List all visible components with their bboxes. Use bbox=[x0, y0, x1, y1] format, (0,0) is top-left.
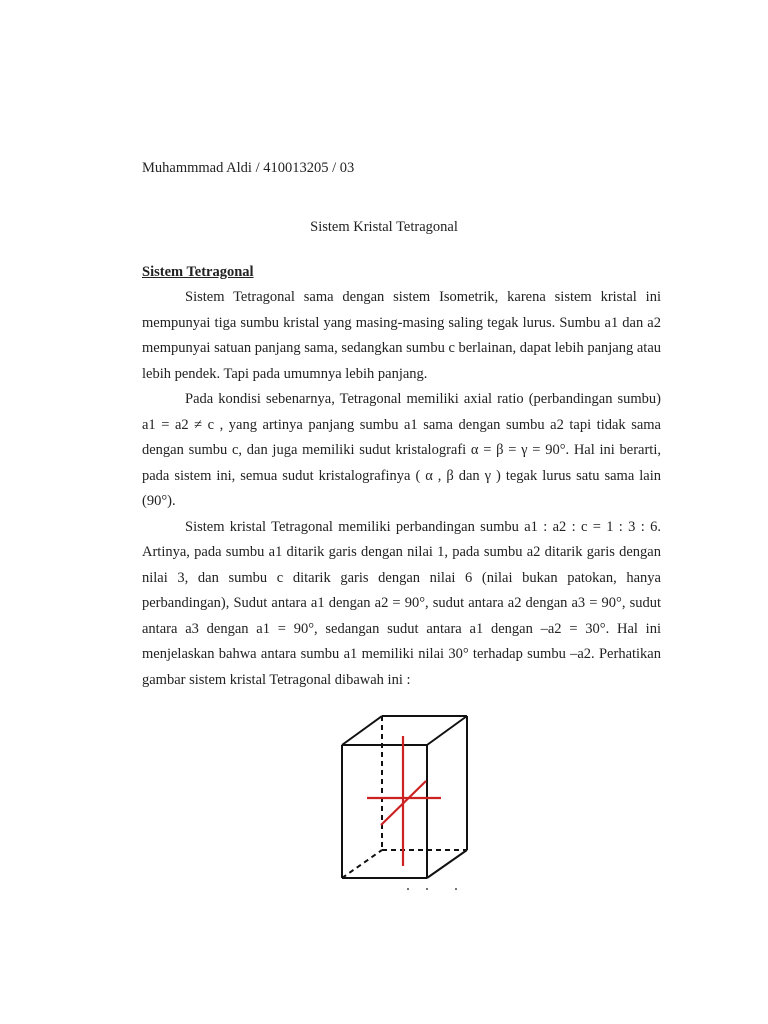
body-text bbox=[142, 285, 661, 693]
author-line: Muhammmad Aldi / 410013205 / 03 bbox=[142, 160, 355, 176]
top-right-edge bbox=[427, 716, 467, 745]
top-left-edge bbox=[342, 716, 382, 745]
hidden-bottom-left-edge bbox=[342, 850, 382, 878]
paragraph-2: Pada kondisi sebenarnya, Tetragonal memiliki axial ratio (perbandingan sumbu) a1 = a2 ≠ c , yang artinya panjang sumbu a1 sama dengan sumbu a2 tapi tidak sama dengan sumbu c, dan juga memiliki sudut kristalografi α = β = γ = 90°. Hal ini berarti, pada sistem ini, semua sudut kristalografinya ( α , β dan γ ) tegak lurus satu sama lain (90°). bbox=[142, 391, 661, 509]
section-heading: Sistem Tetragonal bbox=[142, 264, 254, 280]
paragraph-1: Sistem Tetragonal sama dengan sistem Isometrik, karena sistem kristal ini mempunyai tiga sumbu kristal yang masing-masing saling tegak lurus. Sumbu a1 dan a2 mempunyai satuan panjang sama, sedangkan sumbu c berlainan, dapat lebih panjang atau lebih pendek. Tapi pada umumnya lebih panjang. bbox=[142, 289, 662, 382]
tetragonal-prism-diagram bbox=[330, 708, 480, 898]
small-dot bbox=[426, 888, 428, 890]
bottom-right-edge bbox=[427, 850, 467, 878]
paragraph-3: Sistem kristal Tetragonal memiliki perbandingan sumbu a1 : a2 : c = 1 : 3 : 6. Artinya, pada sumbu a1 ditarik garis dengan nilai 1, pada sumbu a2 ditarik garis dengan nilai 3, dan sumbu c ditarik garis dengan nilai 6 (nilai bukan patokan, hanya perbandingan), Sudut antara a1 dengan a2 = 90°, sudut antara a2 dengan a3 = 90°, sudut antara a3 dengan a1 = 90°, sedangan sudut antara a1 dengan –a2 = 30°. Hal ini menjelaskan bahwa antara sumbu a1 memiliki nilai 30° terhadap sumbu –a2. Perhatikan gambar sistem kristal Tetragonal dibawah ini : bbox=[142, 518, 661, 688]
tetragonal-prism-svg bbox=[330, 708, 480, 898]
small-dot bbox=[407, 888, 409, 890]
small-dot bbox=[455, 888, 457, 890]
page-title: Sistem Kristal Tetragonal bbox=[310, 219, 458, 235]
